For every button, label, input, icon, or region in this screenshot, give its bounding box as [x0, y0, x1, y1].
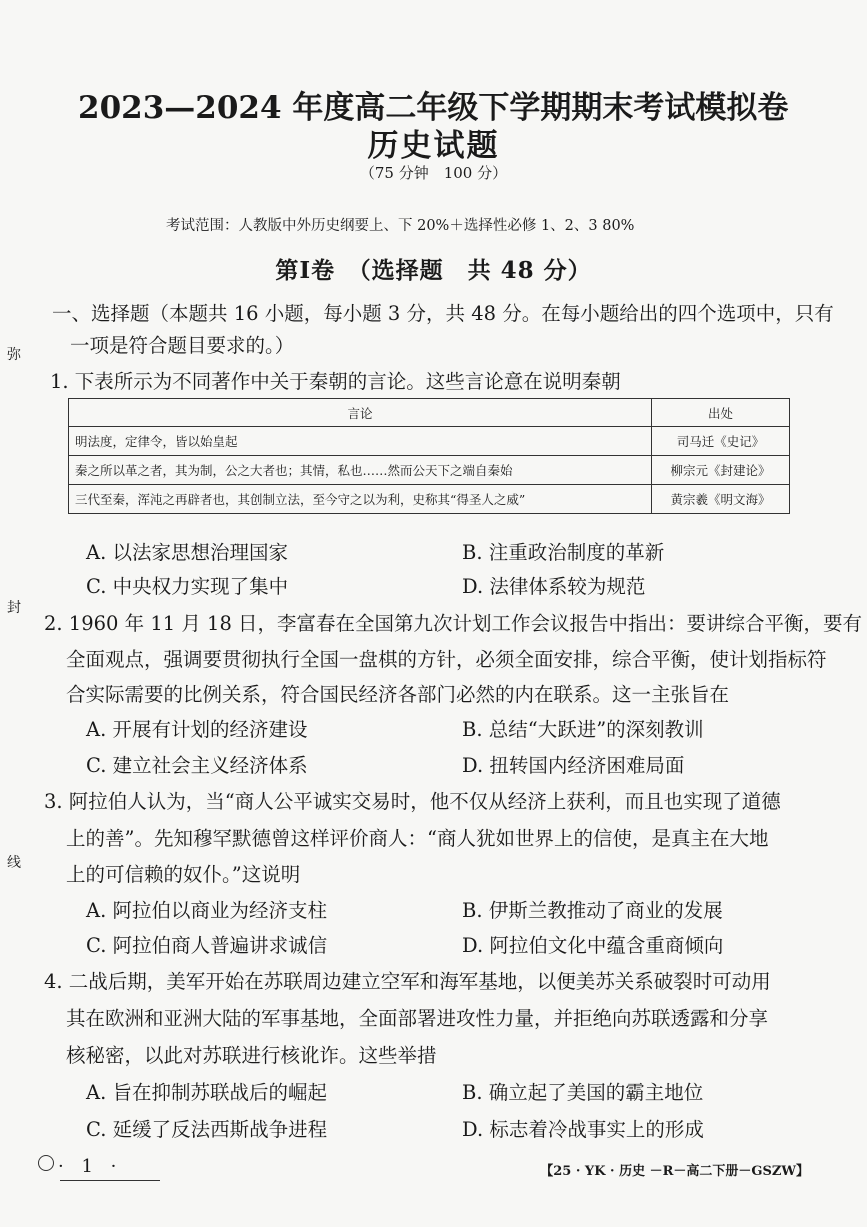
q3-option-a: A. 阿拉伯以商业为经济支柱: [86, 899, 327, 922]
q4-stem-line1: 4. 二战后期，美军开始在苏联周边建立空军和海军基地，以便美苏关系破裂时可动用: [44, 970, 771, 993]
q2-option-a: A. 开展有计划的经济建设: [86, 718, 308, 741]
table-row: [69, 456, 790, 485]
q1-source-table: [68, 398, 790, 514]
margin-mark-mi: 弥: [7, 347, 21, 363]
q4-stem-line2: 其在欧洲和亚洲大陆的军事基地，全面部署进攻性力量，并拒绝向苏联透露和分享: [66, 1007, 769, 1030]
table-cell: 司马迁《史记》: [652, 427, 790, 456]
q4-stem-line3: 核秘密，以此对苏联进行核讹诈。这些举措: [66, 1044, 437, 1067]
q3-stem-line2: 上的善”。先知穆罕默德曾这样评价商人：“商人犹如世界上的信使，是真主在大地: [66, 827, 769, 850]
q3-option-d: D. 阿拉伯文化中蕴含重商倾向: [462, 934, 724, 957]
section-instruction-line1: 一、选择题（本题共 16 小题，每小题 3 分，共 48 分。在每小题给出的四个选项中，只有: [52, 302, 834, 325]
q4-option-d: D. 标志着冷战事实上的形成: [462, 1118, 704, 1141]
q3-option-c: C. 阿拉伯商人普遍讲求诚信: [86, 934, 328, 957]
table-header: 出处: [652, 399, 790, 427]
q1-option-c: C. 中央权力实现了集中: [86, 575, 289, 598]
q2-stem-line3: 合实际需要的比例关系，符合国民经济各部门必然的内在联系。这一主张旨在: [66, 683, 730, 706]
q2-stem-line2: 全面观点，强调要贯彻执行全国一盘棋的方针，必须全面安排，综合平衡，使计划指标符: [66, 648, 827, 671]
table-row: [69, 485, 790, 514]
q3-stem-line3: 上的可信赖的奴仆。”这说明: [66, 863, 301, 886]
time-score: （75 分钟 100 分）: [359, 164, 508, 182]
table-header-row: [69, 399, 790, 427]
q2-option-b: B. 总结“大跃进”的深刻教训: [462, 718, 704, 741]
section-instruction-line2: 一项是符合题目要求的。）: [70, 334, 295, 357]
q2-option-c: C. 建立社会主义经济体系: [86, 754, 308, 777]
q2-option-d: D. 扭转国内经济困难局面: [462, 754, 685, 777]
page-number-underline: [60, 1180, 160, 1181]
exam-subject: 历史试题: [367, 128, 500, 164]
page-number: · 1 ·: [58, 1156, 123, 1177]
volume-heading: 第Ⅰ卷 （选择题 共 48 分）: [275, 257, 592, 284]
q1-stem: 1. 下表所示为不同著作中关于秦朝的言论。这些言论意在说明秦朝: [50, 370, 621, 393]
q1-option-b: B. 注重政治制度的革新: [462, 541, 665, 564]
margin-mark-xian: 线: [7, 855, 21, 871]
table-cell: 秦之所以革之者，其为制，公之大者也；其情，私也……然而公天下之端自秦始: [69, 456, 652, 485]
exam-code: 【25 · YK · 历史 －R－高二下册－GSZW】: [540, 1164, 809, 1179]
table-header: 言论: [69, 399, 652, 427]
table-cell: 明法度，定律令，皆以始皇起: [69, 427, 652, 456]
q4-option-c: C. 延缓了反法西斯战争进程: [86, 1118, 328, 1141]
q3-stem-line1: 3. 阿拉伯人认为，当“商人公平诚实交易时，他不仅从经济上获利，而且也实现了道德: [44, 790, 781, 813]
q4-option-a: A. 旨在抑制苏联战后的崛起: [86, 1081, 327, 1104]
table-cell: 三代至秦，浑沌之再辟者也，其创制立法，至今守之以为利，史称其“得圣人之威”: [69, 485, 652, 514]
q3-option-b: B. 伊斯兰教推动了商业的发展: [462, 899, 723, 922]
lightbulb-icon: [38, 1155, 54, 1171]
table-cell: 柳宗元《封建论》: [652, 456, 790, 485]
q4-option-b: B. 确立起了美国的霸主地位: [462, 1081, 704, 1104]
q2-stem-line1: 2. 1960 年 11 月 18 日，李富春在全国第九次计划工作会议报告中指出：要讲综合平衡，要有: [44, 612, 863, 635]
exam-scope: 考试范围：人教版中外历史纲要上、下 20%＋选择性必修 1、2、3 80%: [166, 218, 635, 234]
exam-title: 2023—2024 年度高二年级下学期期末考试模拟卷: [78, 90, 789, 126]
margin-mark-feng: 封: [7, 600, 21, 616]
q1-option-a: A. 以法家思想治理国家: [86, 541, 288, 564]
table-row: [69, 427, 790, 456]
q1-option-d: D. 法律体系较为规范: [462, 575, 646, 598]
table-cell: 黄宗羲《明文海》: [652, 485, 790, 514]
